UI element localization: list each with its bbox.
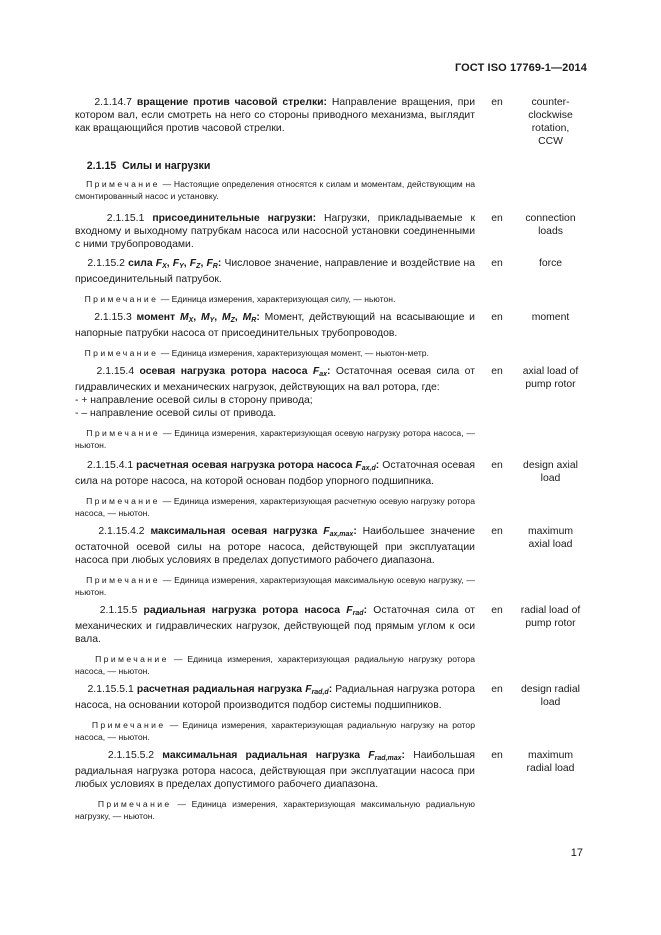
entry-note — [75, 798, 475, 822]
entry-definition: Остаточная осевая сила на роторе насоса, на которой основан подбор упорного подшипника. — [75, 460, 475, 487]
note-text: — Единица измерения, характеризующая силу, — ньютон. — [160, 294, 396, 304]
entry-term: максимальная радиальная нагрузка — [162, 750, 361, 761]
symbol: F — [172, 258, 180, 269]
entry-english: design axial load — [523, 460, 578, 484]
entry-text — [75, 257, 475, 305]
entry-number: 2.1.15.5.2 — [107, 750, 155, 761]
symbol: F — [155, 258, 163, 269]
note-label: Примечание — [86, 428, 161, 438]
symbol-subscript: Z — [196, 263, 201, 270]
symbol-subscript: X — [162, 263, 167, 270]
note-label: Примечание — [86, 179, 160, 189]
punctuation: : — [256, 312, 260, 323]
symbol: M — [221, 312, 231, 323]
punctuation: : — [353, 526, 357, 537]
entry-term: радиальная нагрузка ротора насоса — [143, 605, 341, 616]
entry-english: force — [538, 258, 563, 269]
term-entry — [75, 257, 582, 305]
entry-english: radial load of pump rotor — [520, 605, 581, 629]
entry-english: design radial load — [521, 684, 580, 708]
punctuation: : — [375, 460, 380, 471]
note-text: — Единица измерения, характеризующая максимальную осевую нагрузку, — ньютон. — [75, 575, 475, 597]
symbol-subscript: Y — [179, 263, 184, 270]
term-entry — [75, 212, 582, 251]
entry-term: момент — [136, 312, 176, 323]
entry-definition: Направление вращения, при котором вал, если смотреть на него со стороны приводного механизма, выглядит как вращающийся против часовой стрелки. — [75, 97, 476, 134]
entry-lang: en — [491, 258, 503, 269]
entry-definition: Числовое значение, направление и воздействие на присоединительный патрубок. — [75, 258, 476, 285]
entry-text — [75, 604, 475, 677]
symbol-subscript: ax,max — [329, 531, 354, 538]
entry-number: 2.1.15.2 — [87, 258, 125, 269]
entry-english: counter-clockwise rotation, CCW — [528, 97, 573, 147]
entry-text — [75, 212, 475, 251]
entry-english: connection loads — [525, 213, 576, 237]
entry-number: 2.1.15.4.1 — [86, 460, 134, 471]
note-label: Примечание — [86, 575, 160, 585]
symbol: M — [200, 312, 210, 323]
entry-english: maximum radial load — [526, 750, 575, 774]
symbol-subscript: rad,max — [374, 755, 402, 762]
term-entry — [75, 96, 582, 148]
note-text: — Единица измерения, характеризующая максимальную радиальную нагрузку, — ньютон. — [75, 799, 475, 821]
entry-english: maximum axial load — [527, 526, 574, 550]
entry-lang: en — [491, 213, 503, 224]
entry-note — [75, 653, 475, 677]
section-title: Силы и нагрузки — [122, 160, 211, 172]
punctuation: , — [166, 258, 170, 269]
term-entry — [75, 749, 582, 822]
entry-text — [75, 96, 475, 148]
entry-text — [75, 365, 475, 451]
entry-term: расчетная осевая нагрузка ротора насоса — [136, 460, 353, 471]
entry-lang: en — [491, 460, 503, 471]
entry-number: 2.1.15.1 — [106, 213, 145, 224]
punctuation: : — [327, 366, 331, 377]
list-item: - – направление осевой силы от привода. — [75, 408, 277, 419]
terms-list — [75, 96, 582, 828]
entry-text — [75, 459, 475, 519]
list-item: - + направление осевой силы в сторону привода; — [75, 395, 313, 406]
section-note — [75, 178, 475, 202]
entry-note — [75, 495, 475, 519]
page-number: 17 — [570, 847, 583, 859]
entry-term: присоединительные нагрузки: — [152, 213, 317, 224]
entry-definition: Наибольшее значение остаточной осевой силы на роторе насоса, действующей при эксплуатации насоса при любых условиях в пределах допустимого рабочего диапазона. — [75, 526, 475, 566]
note-label: Примечание — [86, 496, 160, 506]
punctuation: : — [401, 750, 405, 761]
punctuation: , — [200, 258, 204, 269]
symbol-subscript: X — [188, 317, 194, 324]
symbol: M — [179, 312, 189, 323]
entry-lang: en — [491, 526, 503, 537]
entry-text — [75, 311, 475, 359]
note-label: Примечание — [84, 348, 159, 358]
entry-note — [75, 719, 475, 743]
entry-definition: Остаточная сила от механических и гидравлических нагрузок, действующей под прямым углом к оси вала. — [75, 605, 475, 645]
entry-english: moment — [531, 312, 570, 323]
entry-definition: Нагрузки, прикладываемые к входному и выходному патрубкам насоса или насосной установки соединенными с ними трубопроводами. — [75, 213, 475, 250]
punctuation: : — [217, 258, 222, 269]
entry-note — [75, 427, 475, 451]
note-text: — Единица измерения, характеризующая радиальную нагрузку на ротор насоса, — ньютон. — [75, 720, 475, 742]
entry-lang: en — [491, 366, 503, 377]
note-label: Примечание — [97, 799, 172, 809]
entry-number: 2.1.15.4.2 — [98, 526, 145, 537]
entry-term: расчетная радиальная нагрузка — [136, 684, 303, 695]
entry-lang: en — [491, 605, 503, 616]
note-label: Примечание — [95, 654, 169, 664]
symbol-subscript: Y — [209, 317, 215, 324]
entry-lang: en — [491, 684, 503, 695]
entry-term: сила — [128, 258, 153, 269]
entry-number: 2.1.15.5.1 — [87, 684, 134, 695]
symbol: F — [312, 366, 320, 377]
symbol-subscript: R — [251, 317, 257, 324]
entry-number: 2.1.15.3 — [94, 312, 132, 323]
entry-note — [75, 574, 475, 598]
document-code: ГОСТ ISO 17769-1—2014 — [454, 62, 587, 74]
term-entry — [75, 459, 582, 519]
symbol: F — [189, 258, 197, 269]
entry-english: axial load of pump rotor — [522, 366, 579, 390]
entry-definition: Наибольшая радиальная нагрузка ротора насоса, действующая при эксплуатации насоса при любых условиях в пределах допустимого рабочего диапазона. — [75, 750, 476, 790]
symbol-subscript: ax,d — [361, 465, 376, 472]
punctuation: , — [193, 312, 197, 323]
entry-text — [75, 749, 475, 822]
entry-term: вращение против часовой стрелки: — [136, 97, 327, 108]
term-entry — [75, 683, 582, 743]
punctuation: , — [234, 312, 238, 323]
symbol: F — [355, 460, 362, 471]
entry-note — [75, 293, 475, 305]
entry-note — [75, 347, 475, 359]
note-text: — Единица измерения, характеризующая расчетную осевую нагрузку ротора насоса, — ньютон. — [75, 496, 475, 518]
entry-text — [75, 683, 475, 743]
symbol-subscript: ax — [319, 371, 328, 378]
term-entry — [75, 365, 582, 451]
note-label: Примечание — [91, 720, 166, 730]
term-entry — [75, 311, 582, 359]
entry-definition: Остаточная осевая сила от гидравлических и механических нагрузок, действующих на вал ротора, где: — [75, 366, 475, 393]
entry-number: 2.1.15.5 — [99, 605, 138, 616]
entry-lang: en — [491, 97, 503, 108]
note-text: — Единица измерения, характеризующая радиальную нагрузку ротора насоса, — ньютон. — [75, 654, 475, 676]
symbol-subscript: Z — [230, 317, 235, 324]
punctuation: , — [214, 312, 218, 323]
symbol-subscript: rad — [352, 610, 364, 617]
symbol: F — [323, 526, 330, 537]
punctuation: , — [183, 258, 187, 269]
symbol: F — [346, 605, 353, 616]
section-heading — [75, 160, 582, 172]
symbol-subscript: rad,d — [311, 689, 329, 696]
note-text: — Настоящие определения относятся к силам и моментам, действующим на смонтированный насос и установку. — [75, 179, 475, 201]
entry-number: 2.1.15.4 — [96, 366, 135, 377]
symbol: F — [206, 258, 213, 269]
term-entry — [75, 525, 582, 598]
entry-lang: en — [491, 312, 503, 323]
symbol: M — [242, 312, 252, 323]
section-number: 2.1.15 — [86, 160, 117, 172]
term-entry — [75, 604, 582, 677]
entry-number: 2.1.14.7 — [94, 97, 132, 108]
entry-definition: Момент, действующий на всасывающие и напорные патрубки насоса от присоединительных трубопроводов. — [75, 312, 475, 339]
entry-text — [75, 525, 475, 598]
entry-term: осевая нагрузка ротора насоса — [139, 366, 308, 377]
note-text: — Единица измерения, характеризующая осевую нагрузку ротора насоса, — ньютон. — [75, 428, 476, 450]
entry-definition: Радиальная нагрузка ротора насоса, на основании которой производится подбор системы подшипников. — [75, 684, 475, 711]
symbol: F — [368, 750, 375, 761]
note-label: Примечание — [84, 294, 159, 304]
symbol-subscript: R — [212, 263, 218, 270]
entry-term: максимальная осевая нагрузка — [150, 526, 318, 537]
entry-lang: en — [491, 750, 503, 761]
symbol: F — [305, 684, 312, 695]
note-text: — Единица измерения, характеризующая момент, — ньютон-метр. — [160, 348, 429, 358]
punctuation: : — [328, 684, 333, 695]
punctuation: : — [363, 605, 368, 616]
